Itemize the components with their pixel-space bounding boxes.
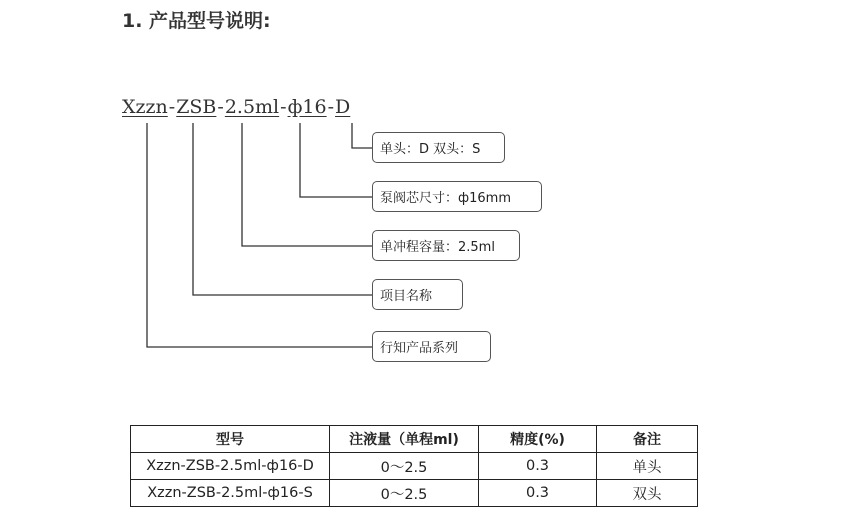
code-part-project: ZSB xyxy=(176,96,217,118)
header-model: 型号 xyxy=(131,426,330,453)
callout-head-type: 单头：D 双头：S xyxy=(372,132,505,163)
header-precision: 精度(%) xyxy=(479,426,597,453)
table-header-row xyxy=(131,426,698,453)
cell-model: Xzzn-ZSB-2.5ml-ф16-S xyxy=(131,480,330,507)
code-separator: - xyxy=(327,96,335,118)
connector-project xyxy=(193,123,372,295)
cell-precision: 0.3 xyxy=(479,453,597,480)
model-spec-table xyxy=(130,425,698,507)
model-code xyxy=(122,96,350,118)
section-title: 1. 产品型号说明: xyxy=(122,10,271,32)
table-row xyxy=(131,480,698,507)
code-part-volume: 2.5ml xyxy=(224,96,280,118)
callout-product-series: 行知产品系列 xyxy=(372,331,491,362)
code-part-head-type: D xyxy=(335,96,351,118)
cell-model: Xzzn-ZSB-2.5ml-ф16-D xyxy=(131,453,330,480)
cell-precision: 0.3 xyxy=(479,480,597,507)
code-separator: - xyxy=(168,96,176,118)
table-row xyxy=(131,453,698,480)
callout-volume: 单冲程容量：2.5ml xyxy=(372,230,520,261)
callout-project-name: 项目名称 xyxy=(372,279,463,310)
cell-remark: 单头 xyxy=(597,453,698,480)
code-part-series: Xzzn xyxy=(122,96,168,118)
header-remark: 备注 xyxy=(597,426,698,453)
cell-remark: 双头 xyxy=(597,480,698,507)
header-volume: 注液量（单程ml) xyxy=(330,426,479,453)
callout-valve-size: 泵阀芯尺寸：ф16mm xyxy=(372,181,542,212)
connector-series xyxy=(147,123,372,347)
code-separator: - xyxy=(280,96,287,118)
connector-head-type xyxy=(352,123,372,148)
code-part-valve-size: ф16 xyxy=(287,96,327,118)
cell-volume: 0～2.5 xyxy=(330,480,479,507)
cell-volume: 0～2.5 xyxy=(330,453,479,480)
connector-volume xyxy=(242,123,372,246)
code-separator: - xyxy=(217,96,224,118)
connector-valve-size xyxy=(300,123,372,197)
